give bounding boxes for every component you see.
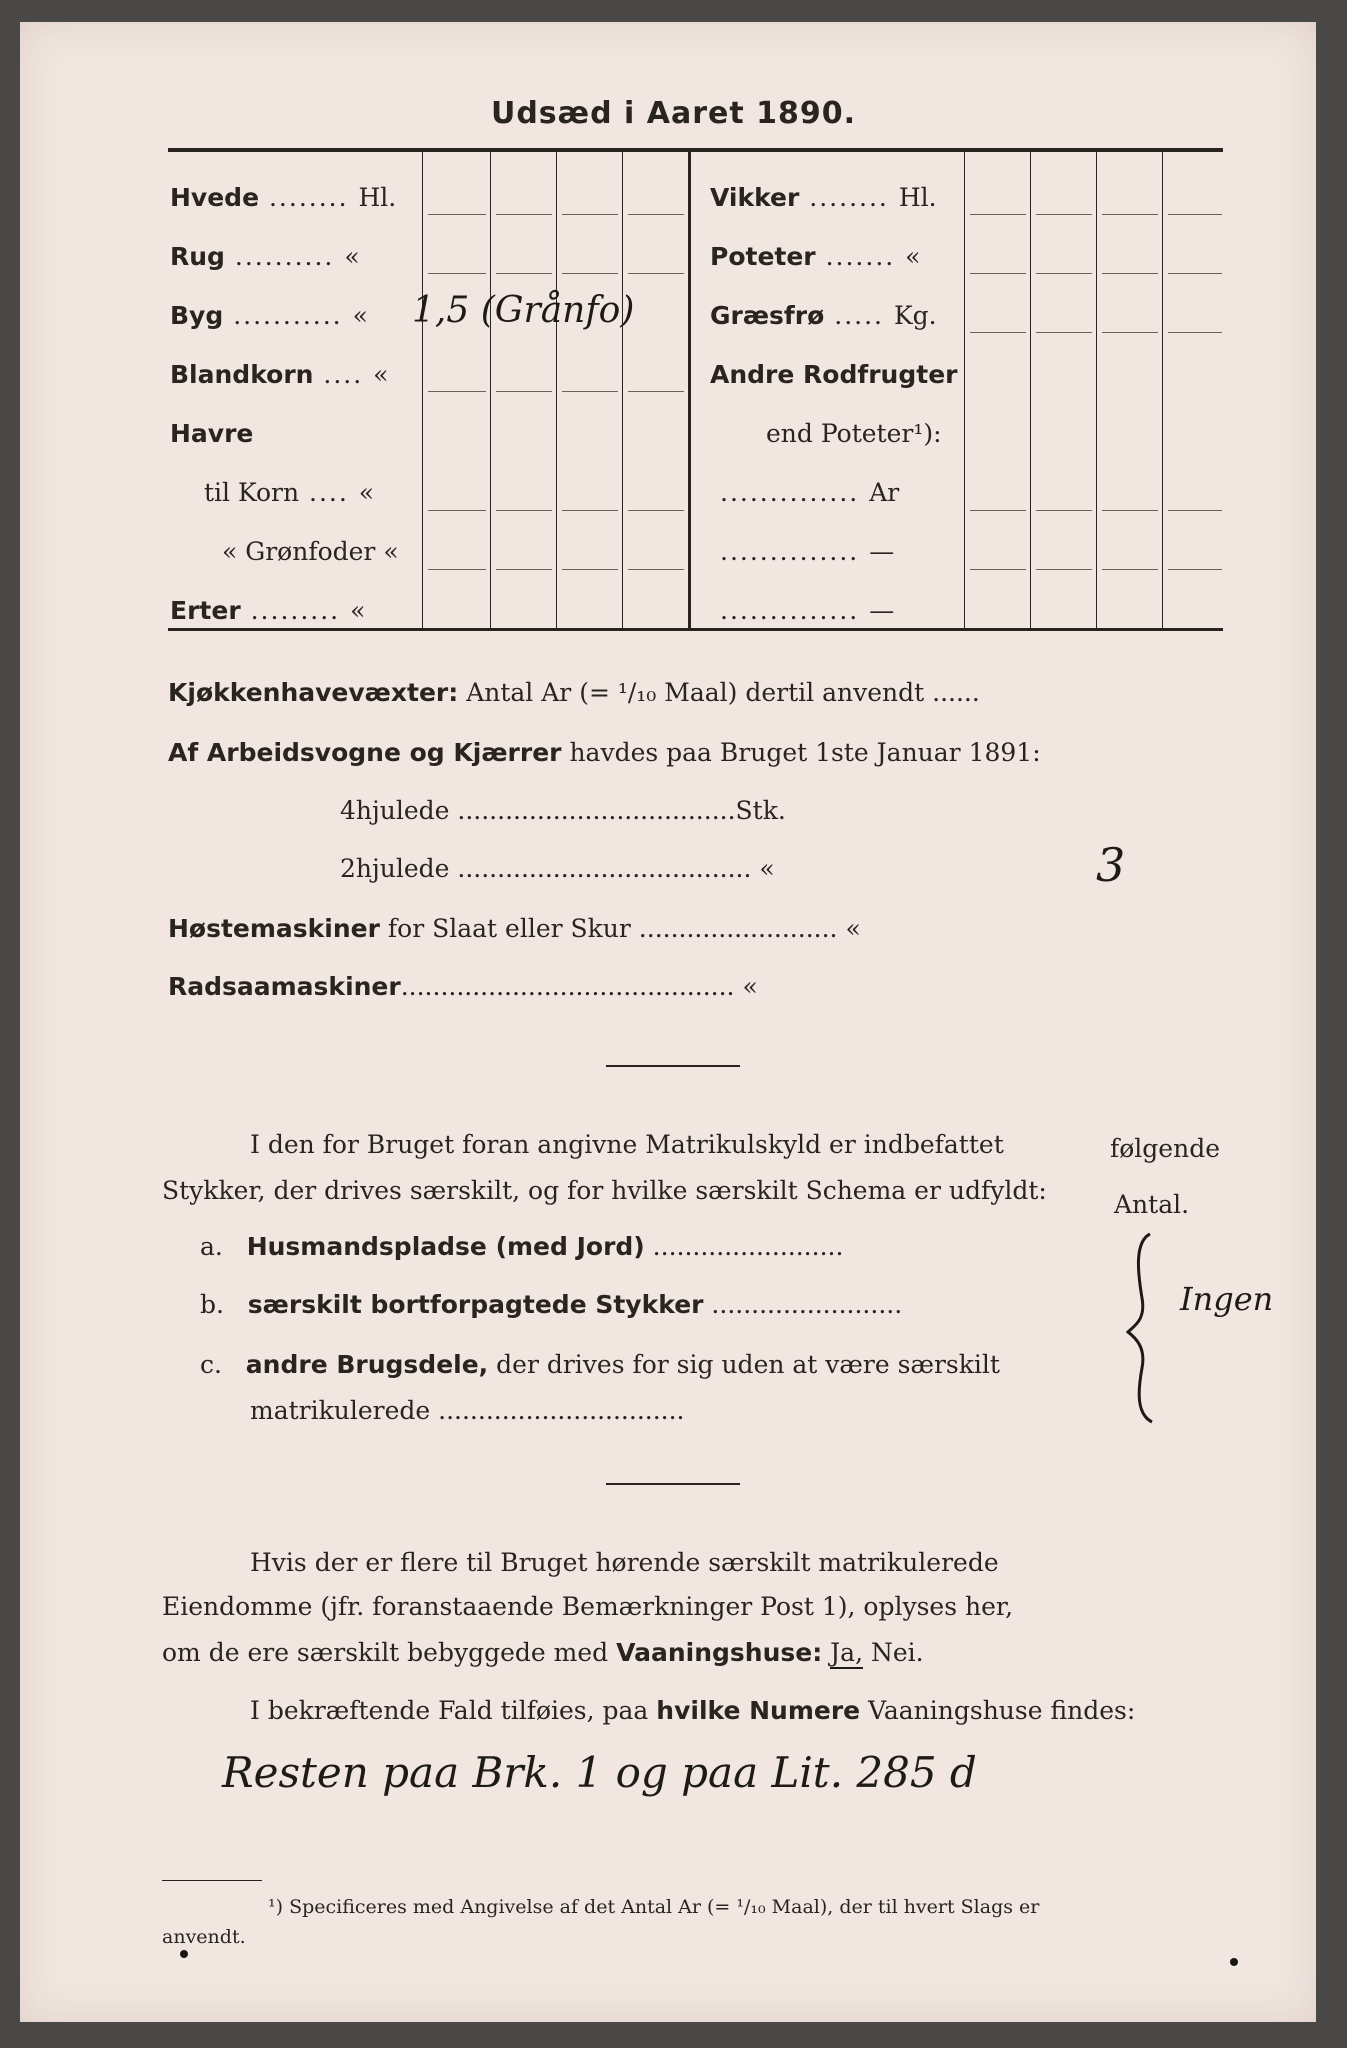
column-rule [1096,152,1097,628]
houses-line-3: om de ere særskilt bebyggede med Vaaningshuse: Ja, Nei. [162,1638,924,1667]
row-label-rug: Rug .......... « [170,242,360,271]
antal-heading: Antal. [1114,1190,1190,1219]
matrikel-line-2: Stykker, der drives særskilt, og for hvilke særskilt Schema er udfyldt: [162,1176,1047,1205]
row-label-vikker: Vikker ........ Hl. [710,183,937,212]
section-divider [606,1483,740,1485]
sowing-machines-line: Radsaamaskiner.......................................... « [168,972,758,1001]
column-rule [622,152,623,628]
column-rule [490,152,491,628]
row-label-hvede: Hvede ........ Hl. [170,183,397,212]
row-label-graesfro: Græsfrø ..... Kg. [710,301,937,330]
column-rule [1030,152,1031,628]
column-rule [556,152,557,628]
footnote-rule [162,1880,262,1881]
binding-hole [180,1950,188,1958]
matrikel-handwritten-answer: Ingen [1180,1280,1274,1318]
matrikel-item-c: c. andre Brugsdele, der drives for sig uden at være særskilt [200,1350,1000,1379]
row-label-blank-ar: .............. Ar [720,478,900,507]
column-rule [422,152,423,628]
matrikel-item-b: b. særskilt bortforpagtede Stykker ........................ [200,1290,903,1319]
row-label-erter: Erter ......... « [170,596,366,625]
houses-line-2: Eiendomme (jfr. foranstaaende Bemærkninger Post 1), oplyses her, [162,1592,1014,1621]
row-label-poteter: Poteter ....... « [710,242,921,271]
table-center-divider [688,152,691,628]
footnote-line-2: anvendt. [162,1926,246,1948]
row-label-andre-rodfrugter: Andre Rodfrugter [710,360,958,389]
matrikel-item-a: a. Husmandspladse (med Jord) ........................ [200,1232,844,1261]
handwritten-brace [1120,1228,1170,1428]
houses-line-4: I bekræftende Fald tilføies, paa hvilke Numere Vaaningshuse findes: [250,1696,1136,1725]
four-wheel-line: 4hjulede ...................................Stk. [340,796,786,825]
row-label-blank-1: .............. — [720,537,895,566]
row-label-blank-2: .............. — [720,596,895,625]
column-rule [1162,152,1163,628]
harvest-machines-line: Høstemaskiner for Slaat eller Skur ......................... « [168,914,861,943]
row-label-blandkorn: Blandkorn .... « [170,360,389,389]
houses-line-1: Hvis der er flere til Bruget hørende særskilt matrikulerede [250,1548,999,1577]
two-wheel-handwritten-value: 3 [1096,838,1126,892]
kitchen-garden-line: Kjøkkenhavevæxter: Antal Ar (= ¹/₁₀ Maal) dertil anvendt ...... [168,678,980,707]
form-title: Udsæd i Aaret 1890. [490,96,857,131]
binding-hole [1230,1958,1238,1966]
answer-ja: Ja, [830,1638,864,1667]
row-label-end-poteter: end Poteter¹): [766,419,942,448]
row-label-byg: Byg ........... « [170,301,368,330]
matrikel-line-1: I den for Bruget foran angivne Matrikulskyld er indbefattet [250,1130,1004,1159]
row-label-havre: Havre [170,419,254,448]
byg-handwritten-value: 1,5 (Grånfo) [412,290,635,331]
wagons-line: Af Arbeidsvogne og Kjærrer havdes paa Bruget 1ste Januar 1891: [168,738,1041,767]
footnote-line-1: ¹) Specificeres med Angivelse af det Antal Ar (= ¹/₁₀ Maal), der til hvert Slags er [268,1896,1040,1918]
row-label-til-korn: til Korn .... « [204,478,375,507]
section-divider [606,1065,740,1067]
two-wheel-line: 2hjulede ..................................... « [340,854,775,883]
houses-handwritten-answer: Resten paa Brk. 1 og paa Lit. 285 d [222,1748,977,1797]
row-label-gronfoder: « Grønfoder « [222,537,399,566]
matrikel-line-1-end: følgende [1110,1134,1220,1163]
matrikel-item-c-line-2: matrikulerede ............................... [250,1396,685,1425]
table-bottom-rule [168,628,1223,631]
table-top-rule [168,148,1223,152]
column-rule [964,152,965,628]
